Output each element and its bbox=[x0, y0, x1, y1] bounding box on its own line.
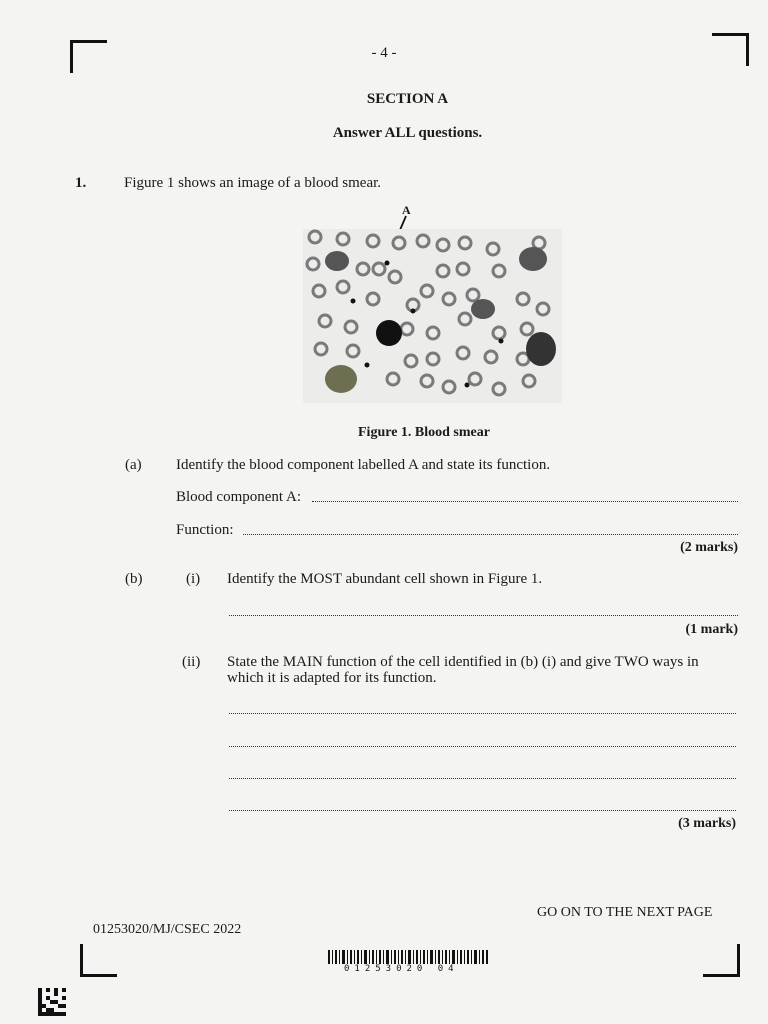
figure-caption: Figure 1. Blood smear bbox=[358, 425, 490, 440]
part-b-i-answer-line[interactable] bbox=[229, 615, 738, 616]
page-number: - 4 - bbox=[371, 45, 397, 61]
paper-code: 01253020/MJ/CSEC 2022 bbox=[93, 922, 242, 937]
part-b-ii-label: (ii) bbox=[182, 654, 201, 670]
blood-component-answer-line[interactable] bbox=[312, 501, 738, 502]
blood-component-field-label: Blood component A: bbox=[176, 489, 301, 505]
question-number: 1. bbox=[75, 175, 87, 191]
part-b-ii-answer-line-1[interactable] bbox=[229, 713, 736, 714]
function-field-label: Function: bbox=[176, 522, 234, 538]
part-b-ii-answer-line-2[interactable] bbox=[229, 746, 736, 747]
corner-mark-bottom-left bbox=[80, 944, 117, 977]
blood-smear-image bbox=[303, 229, 562, 403]
part-a-text: Identify the blood component labelled A and state its function. bbox=[176, 457, 551, 473]
datamatrix-code bbox=[38, 988, 66, 1016]
part-a-marks: (2 marks) bbox=[680, 540, 738, 555]
section-instruction: Answer ALL questions. bbox=[332, 125, 483, 141]
function-answer-line[interactable] bbox=[243, 534, 738, 535]
part-b-ii-answer-line-3[interactable] bbox=[229, 778, 736, 779]
part-b-label: (b) bbox=[125, 571, 143, 587]
question-intro: Figure 1 shows an image of a blood smear. bbox=[124, 175, 382, 191]
go-on-next-page: GO ON TO THE NEXT PAGE bbox=[537, 905, 713, 920]
part-b-ii-text-line2: which it is adapted for its function. bbox=[227, 670, 437, 686]
part-b-i-marks: (1 mark) bbox=[685, 622, 738, 637]
barcode-number: 01253020 04 bbox=[344, 964, 459, 974]
part-b-i-label: (i) bbox=[186, 571, 201, 587]
part-b-ii-answer-line-4[interactable] bbox=[229, 810, 736, 811]
corner-mark-bottom-right bbox=[703, 944, 740, 977]
part-b-i-text: Identify the MOST abundant cell shown in Figure 1. bbox=[227, 571, 543, 587]
barcode bbox=[328, 950, 488, 964]
part-b-ii-text-line1: State the MAIN function of the cell identified in (b) (i) and give TWO ways in bbox=[227, 654, 699, 670]
part-b-ii-marks: (3 marks) bbox=[678, 816, 736, 831]
part-a-label: (a) bbox=[125, 457, 142, 473]
figure-label-a: A bbox=[402, 203, 411, 217]
section-heading: SECTION A bbox=[366, 91, 449, 107]
